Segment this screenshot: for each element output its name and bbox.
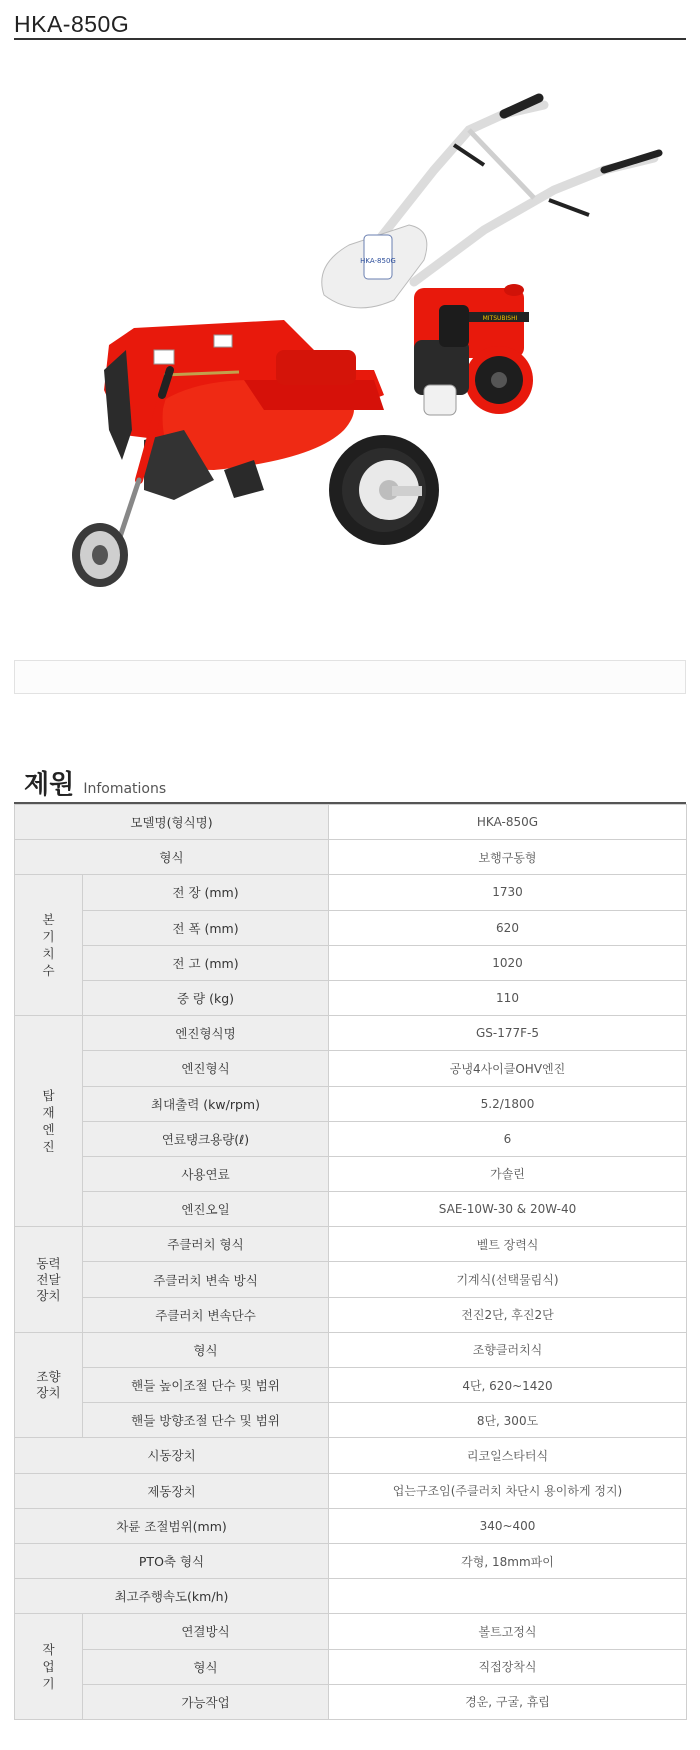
table-row <box>15 1649 687 1684</box>
spec-heading-title: 제원 <box>24 770 75 800</box>
row-label: 연료탱크용량(ℓ) <box>83 1121 329 1156</box>
row-label: 핸들 방향조절 단수 및 범위 <box>83 1403 329 1438</box>
row-value: 가솔린 <box>329 1156 687 1191</box>
row-value: HKA-850G <box>329 805 687 840</box>
table-row <box>15 1121 687 1156</box>
row-label: 엔진형식명 <box>83 1016 329 1051</box>
row-value: 1020 <box>329 945 687 980</box>
row-value: 전진2단, 후진2단 <box>329 1297 687 1332</box>
row-label: 주클러치 변속 방식 <box>83 1262 329 1297</box>
row-label: 형식 <box>83 1332 329 1367</box>
table-row <box>15 1262 687 1297</box>
table-row <box>15 1297 687 1332</box>
row-label: 주클러치 변속단수 <box>83 1297 329 1332</box>
table-row <box>15 805 687 840</box>
table-row <box>15 1086 687 1121</box>
badge-text: HKA-850G <box>360 257 396 265</box>
table-row <box>15 910 687 945</box>
table-row <box>15 1051 687 1086</box>
row-value: 직접장착식 <box>329 1649 687 1684</box>
table-row <box>15 1508 687 1543</box>
row-value: 110 <box>329 980 687 1015</box>
engine-brand-text: MITSUBISHI <box>482 315 518 322</box>
row-value: 8단, 300도 <box>329 1403 687 1438</box>
row-label: PTO축 형식 <box>15 1543 329 1578</box>
table-row <box>15 1614 687 1649</box>
table-row <box>15 945 687 980</box>
row-value: 벨트 장력식 <box>329 1227 687 1262</box>
row-label: 주클러치 형식 <box>83 1227 329 1262</box>
row-label: 전 폭 (mm) <box>83 910 329 945</box>
page-title-bar <box>14 8 686 40</box>
row-label: 엔진형식 <box>83 1051 329 1086</box>
spec-table <box>14 804 687 1720</box>
group-label-engine: 탑재엔진 <box>15 1016 83 1227</box>
table-row <box>15 1368 687 1403</box>
group-label-work: 작업기 <box>15 1614 83 1720</box>
row-label: 최고주행속도(km/h) <box>15 1579 329 1614</box>
table-row <box>15 1156 687 1191</box>
product-image <box>14 50 686 660</box>
row-value: 조향클러치식 <box>329 1332 687 1367</box>
tiller-illustration <box>14 50 686 660</box>
row-value: 4단, 620~1420 <box>329 1368 687 1403</box>
table-row <box>15 840 687 875</box>
row-label: 중 량 (kg) <box>83 980 329 1015</box>
table-row <box>15 1192 687 1227</box>
row-value: 기계식(선택물림식) <box>329 1262 687 1297</box>
group-label-power: 동력 전달 장치 <box>15 1227 83 1333</box>
row-label: 핸들 높이조절 단수 및 범위 <box>83 1368 329 1403</box>
row-label: 사용연료 <box>83 1156 329 1191</box>
row-value: 업는구조임(주클러치 차단시 용이하게 정지) <box>329 1473 687 1508</box>
spec-heading <box>14 770 686 804</box>
row-label: 형식 <box>83 1649 329 1684</box>
row-label: 제동장치 <box>15 1473 329 1508</box>
row-value: 6 <box>329 1121 687 1156</box>
table-row <box>15 1403 687 1438</box>
row-value: 620 <box>329 910 687 945</box>
row-value <box>329 1579 687 1614</box>
row-label: 최대출력 (kw/rpm) <box>83 1086 329 1121</box>
row-label: 모델명(형식명) <box>15 805 329 840</box>
row-value: 각형, 18mm파이 <box>329 1543 687 1578</box>
spec-heading-subtitle: Infomations <box>83 781 167 797</box>
table-row <box>15 1332 687 1367</box>
table-row <box>15 1438 687 1473</box>
table-row <box>15 980 687 1015</box>
row-label: 차륜 조절범위(mm) <box>15 1508 329 1543</box>
group-label-body: 본기치수 <box>15 875 83 1016</box>
row-label: 엔진오일 <box>83 1192 329 1227</box>
row-value: 볼트고정식 <box>329 1614 687 1649</box>
row-label: 시동장치 <box>15 1438 329 1473</box>
row-value: 1730 <box>329 875 687 910</box>
row-label: 가능작업 <box>83 1684 329 1719</box>
table-row <box>15 1016 687 1051</box>
group-label-steering: 조향 장치 <box>15 1332 83 1438</box>
table-row <box>15 1684 687 1719</box>
row-value: 5.2/1800 <box>329 1086 687 1121</box>
row-value: 경운, 구굴, 휴립 <box>329 1684 687 1719</box>
table-row <box>15 1543 687 1578</box>
page-title: HKA-850G <box>14 11 130 37</box>
row-value: GS-177F-5 <box>329 1016 687 1051</box>
row-label: 전 장 (mm) <box>83 875 329 910</box>
row-value: 340~400 <box>329 1508 687 1543</box>
row-label: 형식 <box>15 840 329 875</box>
row-value: 공냉4사이클OHV엔진 <box>329 1051 687 1086</box>
table-row <box>15 1579 687 1614</box>
row-label: 전 고 (mm) <box>83 945 329 980</box>
row-value: 리코일스타터식 <box>329 1438 687 1473</box>
table-row <box>15 1473 687 1508</box>
image-caption-bar <box>14 660 686 694</box>
table-row <box>15 1227 687 1262</box>
row-label: 연결방식 <box>83 1614 329 1649</box>
table-row <box>15 875 687 910</box>
row-value: SAE-10W-30 & 20W-40 <box>329 1192 687 1227</box>
row-value: 보행구동형 <box>329 840 687 875</box>
